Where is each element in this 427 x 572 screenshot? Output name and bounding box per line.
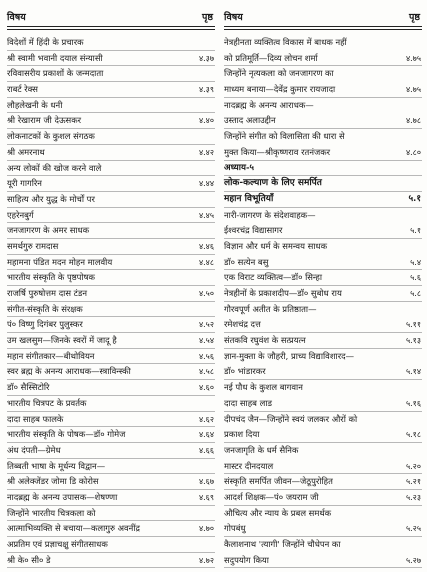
entry-title: नेत्रहीनता व्यक्तित्व विकास में बाधक नहीं [224,37,347,47]
contents-entry [7,113,215,129]
contents-entry [224,364,422,380]
entry-title: जनजागृति के धर्म सैनिक [224,444,299,455]
entry-page-number: ४.७८ [405,116,421,126]
entry-title: डॉ० भांडारकर [224,366,266,377]
contents-entry [7,35,215,51]
entry-page-number: ४.३९ [198,85,214,95]
entry-title: तिब्बती भाषा के मूर्धन्य विद्वान— [7,460,106,471]
contents-entry [224,317,422,333]
entry-title: यूरी गागरिन [7,178,42,189]
contents-entry [7,66,215,82]
entry-title: श्री स्वामी भवानी दयाल संन्यासी [7,52,103,63]
entry-page-number: ४.७५ [405,53,421,63]
entry-page-number: ४.६० [198,383,214,393]
contents-entry [224,255,422,271]
entry-title: नारी-जागरण के संदेशवाहक— [224,209,316,220]
entry-title: कैलाशनाथ 'त्यागी' जिन्होंने चौधेपन का [224,539,341,549]
contents-entry [7,380,215,396]
entry-title: प्रकाश दिया [224,429,260,440]
entry-title: महान विभूतियाँ [224,193,274,204]
contents-entry [7,286,215,302]
entry-title: भारतीय संस्कृति के पोषक—डॉ० गोमेज [7,429,126,440]
contents-entry [224,223,422,239]
contents-entry [224,145,422,161]
contents-entry [224,270,422,286]
contents-entry [224,490,422,506]
entry-page-number: ५.२१ [405,477,421,487]
contents-entry [224,98,422,114]
header-subject-label: विषय [7,12,26,23]
contents-entry [7,239,215,255]
entry-title: श्री अमरनाथ [7,146,45,157]
entry-title: अध्याय-५ [224,162,255,173]
contents-entry [224,161,422,177]
entry-title: रमेशचंद्र दत्त [224,319,261,330]
entry-page-number: ५.४ [410,257,421,267]
contents-entry [224,537,422,553]
contents-entry [224,396,422,412]
header-page-label: पृष्ठ [202,12,213,23]
entry-page-number: ४.५६ [198,351,214,361]
entry-page-number: ५.१६ [405,398,421,408]
entry-title: डॉ० सैस्सिटोरि [7,382,50,393]
entry-title: गोपबंधु [224,523,246,534]
entry-page-number: ४.५४ [198,336,214,346]
entry-page-number: ५.२० [405,461,421,471]
entry-title: राजर्षि पुरुषोत्तम दास टंडन [7,288,88,298]
contents-column-right [224,10,422,568]
entry-title: समर्थगुरु रामदास [7,240,59,251]
entry-page-number: ४.४२ [198,147,214,157]
entry-page-number: ४.८० [405,147,421,157]
entry-title: विदेशों में हिंदी के प्रचारक [7,37,84,47]
entry-page-number: ५.१८ [405,430,421,440]
entry-title: संतकवि रघुवंश के सत्प्रयत्न [224,335,306,346]
entry-page-number: ४.४० [198,116,214,126]
entry-title: जिन्होंने संगीत को विलासिता की धारा से [224,131,345,142]
contents-entry [224,427,422,443]
entry-title: एहरेनबुर्ग [7,209,34,220]
entry-page-number: ५.१ [410,226,421,236]
entry-title: भारतीय संस्कृति के पृष्ठपोषक [7,272,95,283]
contents-entry [7,98,215,114]
entry-title: संस्कृति समर्पित जीवन—जेठूपुरोहित [224,476,333,487]
contents-entry [224,113,422,129]
entry-title: दादा साहब फालके [7,413,64,424]
contents-entry [224,333,422,349]
entry-title: अन्य लोकों की खोज करने वाले [7,162,102,173]
contents-entry [7,270,215,286]
entry-page-number: ४.६७ [198,477,214,487]
entry-title: माध्यम बनाया—देवेंद्र कुमार रायजादा [224,84,336,95]
entry-title: लौहलेखनी के धनी [7,99,63,110]
contents-entry [7,82,215,98]
contents-entry [224,176,422,192]
entry-title: भारतीय चित्रपट के प्रवर्तक [7,397,87,408]
entry-title: मास्टर दीनदयाल [224,460,274,471]
entry-title: मुक्त किया—श्रीकृष्णराव रतनंजकर [224,146,331,157]
contents-entry [7,161,215,177]
entry-page-number: ४.४४ [198,179,214,189]
contents-entry [224,302,422,318]
contents-entry [7,302,215,318]
contents-entry [7,223,215,239]
contents-entry [7,490,215,506]
entry-title: आत्माभिव्यक्ति से बचाया—कलागुरु अवनींद्र [7,523,140,534]
entry-page-number: ५.२५ [405,524,421,534]
entry-page-number: ४.५२ [198,320,214,330]
entry-title: महामना पंडित मदन मोहन मालवीय [7,256,113,267]
contents-list-right [224,35,422,568]
contents-entry [7,145,215,161]
entry-page-number: ४.७५ [405,85,421,95]
contents-entry [7,51,215,67]
contents-entry [7,412,215,428]
entry-title: जनजागरण के अमर साधक [7,225,90,236]
entry-title: आदर्श शिक्षक—पं० जयराम जी [224,491,319,502]
contents-entry [224,443,422,459]
entry-page-number: ५.६ [410,273,421,283]
contents-entry [7,255,215,271]
entry-title: दादा साहब लाड [224,397,272,408]
contents-entry [7,396,215,412]
entry-title: ईश्वरचंद्र विद्यासागर [224,225,283,236]
contents-entry [224,380,422,396]
entry-page-number: ५.१ [408,193,421,204]
contents-entry [224,192,422,208]
contents-entry [7,506,215,522]
contents-entry [7,176,215,192]
entry-title: अंध दंपती—ग्रेमेध [7,444,61,455]
entry-page-number: ४.४८ [198,257,214,267]
entry-page-number: ४.३७ [198,53,214,63]
entry-title: पं० विष्णु दिगंबर पुलुस्कर [7,319,83,330]
entry-title: लोक-कल्याण के लिए समर्पित [224,178,322,189]
contents-entry [224,208,422,224]
contents-entry [224,286,422,302]
entry-title: नेत्रहीनों के प्रकाशदीप—डॉ० सुबोध राय [224,288,342,298]
contents-entry [224,521,422,537]
entry-title: एक विराट व्यक्तित्व—डॉ० सिन्हा [224,272,323,283]
entry-page-number: ४.५८ [198,367,214,377]
contents-entry [224,239,422,255]
entry-title: नई पौध के कुशल बागवान [224,382,303,393]
contents-entry [7,537,215,553]
entry-title: डॉ० सत्येन बसु [224,256,269,267]
entry-title: श्री के० सी० डे [7,554,51,565]
contents-entry [7,364,215,380]
contents-entry [7,474,215,490]
entry-title: रविवासरीय प्रकाशों के जन्मदाता [7,68,104,79]
contents-entry [7,208,215,224]
contents-entry [7,553,215,569]
entry-page-number: ४.४५ [198,210,214,220]
contents-entry [7,333,215,349]
entry-page-number: ५.२३ [405,492,421,502]
entry-title: दीपचंद जैन—जिन्होंने स्वयं जलकर औरों को [224,413,358,424]
contents-entry [7,129,215,145]
entry-title: श्री अलेक्जेंडर जोमा डि कोरोस [7,476,99,487]
entry-page-number: ४.७२ [198,555,214,565]
entry-title: जिन्होंने भारतीय चित्रकला को [7,507,96,518]
header-rule [7,27,215,30]
entry-title: अप्रतिम एवं प्रज्ञाचक्षु संगीतसाधक [7,539,108,549]
contents-entry [224,82,422,98]
entry-title: साहित्य और युद्ध के मोर्चों पर [7,193,95,204]
entry-title: जिन्होंने नृत्यकला को जनजागरण का [224,68,334,79]
contents-entry [7,349,215,365]
entry-title: नादब्रह्म के अनन्य आराधक— [224,99,314,110]
entry-page-number: ४.६२ [198,414,214,424]
contents-entry [224,412,422,428]
contents-entry [7,427,215,443]
entry-title: नादब्रह्म के अनन्य उपासक—शेषण्णा [7,491,118,502]
column-header-right [224,10,422,27]
entry-page-number: ५.१३ [405,336,421,346]
contents-entry [224,459,422,475]
entry-title: संगीत-संस्कृति के संरक्षक [7,303,83,314]
header-page-label: पृष्ठ [409,12,420,23]
entry-title: महान संगीतकार—बीथोवियन [7,350,95,361]
entry-title: उस्ताद अलाउद्दीन [224,115,276,126]
entry-title: विज्ञान और धर्म के समन्वय साधक [224,240,328,251]
contents-entry [7,443,215,459]
column-header-left [7,10,215,27]
entry-page-number: ४.६४ [198,430,214,440]
entry-title: स्वर ब्रह्म के अनन्य आराधक—स्त्राविन्स्की [7,366,131,377]
entry-page-number: ४.६९ [198,492,214,502]
entry-title: लोकनाटकों के कुशल संगठक [7,131,95,142]
contents-entry [224,553,422,569]
entry-page-number: ४.६६ [198,445,214,455]
entry-page-number: ५.८ [410,289,421,298]
contents-entry [7,192,215,208]
contents-entry [224,51,422,67]
entry-title: उम खलसुम—जिनके स्वरों में जादू है [7,335,117,346]
entry-page-number: ४.४६ [198,241,214,251]
contents-entry [7,521,215,537]
header-subject-label: विषय [224,12,243,23]
entry-title: गौरवपूर्ण अतीत के प्रतिष्ठाता— [224,303,317,314]
contents-entry [224,506,422,522]
entry-title: ज्ञान-मुक्ता के जौहरी, प्राच्य विद्याविशारद— [224,350,354,361]
contents-entry [7,317,215,333]
contents-entry [224,349,422,365]
header-rule [224,27,422,30]
contents-column-left [7,10,215,568]
contents-list-left [7,35,215,568]
entry-page-number: ४.७० [198,524,214,534]
entry-title: श्री रेखाराम जी देऊसकर [7,115,82,126]
entry-page-number: ५.१४ [405,367,421,377]
entry-page-number: ४.५० [198,289,214,298]
contents-entry [224,66,422,82]
contents-entry [224,474,422,490]
entry-title: राबर्ट रेक्स [7,84,38,95]
entry-title: को प्रतिमूर्ति—दिव्य लोचन शर्मा [224,52,318,63]
entry-title: सदुपयोग किया [224,554,269,565]
contents-entry [7,459,215,475]
entry-page-number: ५.२७ [405,555,421,565]
entry-page-number: ५.११ [405,320,421,330]
contents-entry [224,35,422,51]
contents-entry [224,129,422,145]
entry-title: औचित्य और न्याय के प्रबल समर्थक [224,507,332,518]
